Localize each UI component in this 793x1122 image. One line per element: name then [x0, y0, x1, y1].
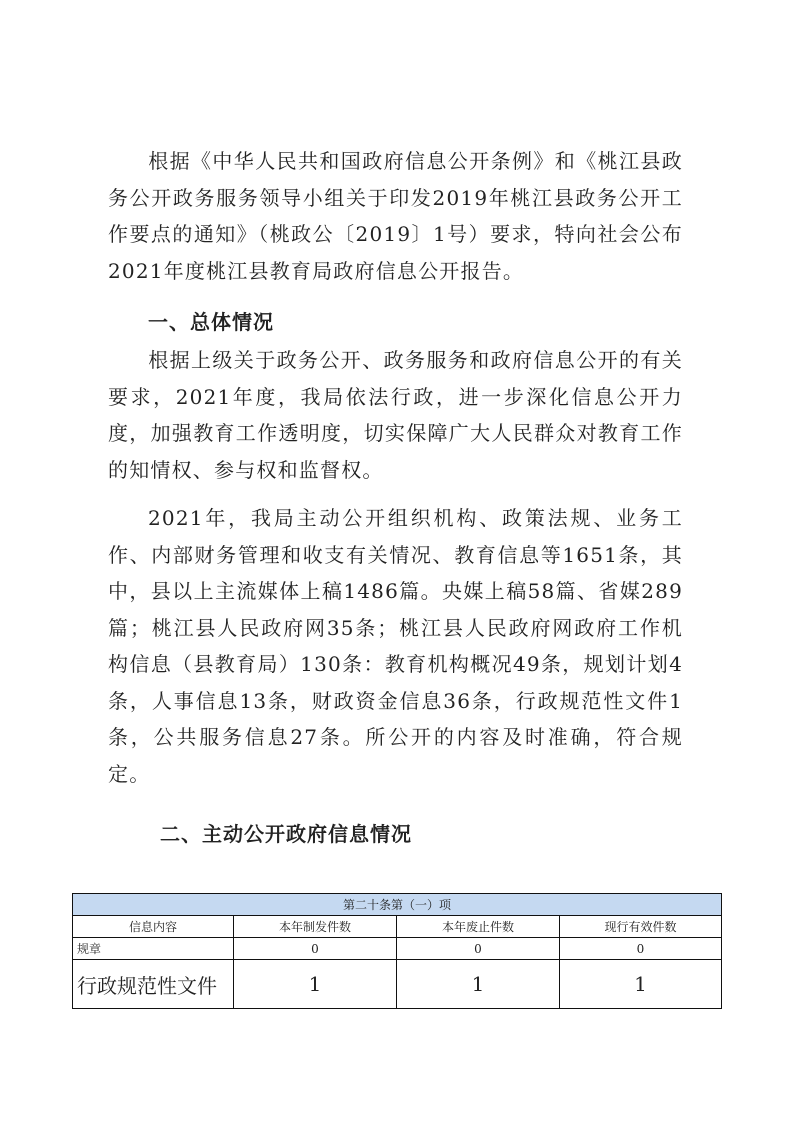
header-valid-count: 现行有效件数	[560, 916, 722, 938]
table-row	[73, 938, 722, 960]
disclosure-table	[72, 893, 722, 1009]
cell-repealed: 0	[397, 938, 560, 960]
cell-valid: 1	[560, 960, 722, 1009]
header-issued-count: 本年制发件数	[234, 916, 397, 938]
intro-text: 根据《中华人民共和国政府信息公开条例》和《桃江县政务公开政务服务领导小组关于印发2019年桃江县政务公开工作要点的通知》（桃政公〔2019〕1号）要求，特向社会公布2021年度桃江县教育局政府信息公开报告。	[108, 149, 683, 283]
row-label: 规章	[73, 938, 234, 960]
intro-paragraph	[108, 143, 683, 289]
table-title: 第二十条第（一）项	[73, 894, 722, 916]
cell-issued: 0	[234, 938, 397, 960]
table-header-row	[73, 916, 722, 938]
row-label: 行政规范性文件	[73, 960, 234, 1009]
table-row	[73, 960, 722, 1009]
cell-repealed: 1	[397, 960, 560, 1009]
stats-text: 2021年，我局主动公开组织机构、政策法规、业务工作、内部财务管理和收支有关情况、教育信息等1651条，其中，县以上主流媒体上稿1486篇。央媒上稿58篇、省媒289篇；桃江县人民政府网35条；桃江县人民政府网政府工作机构信息（县教育局）130条：教育机构概况49条，规划计划4条，人事信息13条，财政资金信息36条，行政规范性文件1条，公共服务信息27条。所公开的内容及时准确，符合规定。	[108, 506, 683, 786]
table-title-row	[73, 894, 722, 916]
header-repealed-count: 本年废止件数	[397, 916, 560, 938]
overview-text: 根据上级关于政务公开、政务服务和政府信息公开的有关要求，2021年度，我局依法行政，进一步深化信息公开力度，加强教育工作透明度，切实保障广大人民群众对教育工作的知情权、参与权和监督权。	[108, 348, 683, 482]
section-heading-overview: 一、总体情况	[148, 310, 274, 334]
cell-valid: 0	[560, 938, 722, 960]
header-info-content: 信息内容	[73, 916, 234, 938]
section-heading-active-disclosure: 二、主动公开政府信息情况	[160, 822, 412, 846]
cell-issued: 1	[234, 960, 397, 1009]
stats-paragraph	[108, 500, 683, 792]
overview-paragraph	[108, 342, 683, 488]
